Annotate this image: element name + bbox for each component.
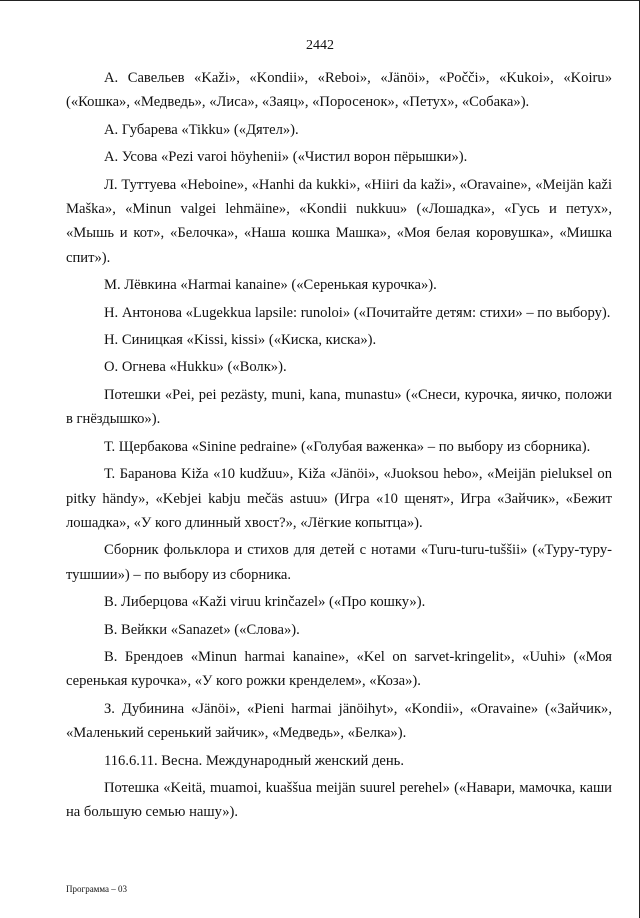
paragraph-antonova: Н. Антонова «Lugekkua lapsile: runoloi» («Почитайте детям: стихи» – по выбору). xyxy=(104,304,611,321)
page-number: 2442 xyxy=(306,38,334,53)
paragraph-ogneva: О. Огнева «Hukku» («Волк»). xyxy=(104,359,287,376)
paragraph-shcherbakova: Т. Щербакова «Sinine pedraine» («Голубая важенка» – по выбору из сборника). xyxy=(104,438,591,455)
section-heading-spring: 116.6.11. Весна. Международный женский день. xyxy=(104,752,404,769)
paragraph-levkina: М. Лёвкина «Harmai kanaine» («Серенькая курочка»). xyxy=(104,277,437,294)
paragraph-libertsova: В. Либерцова «Kaži viruu krinčazel» («Про кошку»). xyxy=(104,594,426,611)
paragraph-savelyev: А. Савельев «Kaži», «Kondii», «Reboi», «Jänöi», «Počči», «Kukoi», «Koiru» («Кошка», «Медведь», «Лиса», «Заяц», «Поросенок», «Петух», «Собака»). xyxy=(66,70,612,111)
paragraph-gubareva: А. Губарева «Tikku» («Дятел»). xyxy=(104,121,299,138)
document-body xyxy=(66,66,612,828)
paragraph-tuttueva: Л. Туттуева «Heboine», «Hanhi da kukki», «Hiiri da kaži», «Oravaine», «Meijän kaži Maška», «Minun valgei lehmäine», «Kondii nukkuu» («Лошадка», «Гусь и петух», «Мышь и кот», «Белочка», «Наша кошка Машка», «Моя белая коровушка», «Мишка спит»). xyxy=(66,176,612,266)
top-border xyxy=(0,0,640,1)
paragraph-folklore-collection: Сборник фольклора и стихов для детей с нотами «Turu-turu-tuššii» («Туру-туру-тушшии») – по выбору из сборника. xyxy=(66,542,612,583)
footer-label: Программа – 03 xyxy=(66,884,128,894)
paragraph-veikki: В. Вейкки «Sanazet» («Слова»). xyxy=(104,621,300,638)
paragraph-sinitskaya: Н. Синицкая «Kissi, kissi» («Киска, киска»). xyxy=(104,332,377,349)
paragraph-usova: А. Усова «Pezi varoi höyhenii» («Чистил ворон пёрышки»). xyxy=(104,149,468,166)
paragraph-poteshki: Потешки «Pei, pei pezästy, muni, kana, munastu» («Снеси, курочка, яичко, положи в гнёздышко»). xyxy=(66,386,612,428)
paragraph-baranova: Т. Баранова Kiža «10 kudžuu», Kiža «Jänöi», «Juoksou hebo», «Meijän pieluksel on pitky händy», «Kebjei kabju mečäs astuu» (Игра «10 щенят», Игра «Зайчик», «Бежит лошадка», «У кого длинный хвост?», «Лёгкие копытца»). xyxy=(66,466,612,531)
paragraph-dubinina: З. Дубинина «Jänöi», «Pieni harmai jänöihyt», «Kondii», «Oravaine» («Зайчик», «Маленький серенький зайчик», «Медведь», «Белка»). xyxy=(66,700,612,742)
paragraph-brendoev: В. Брендоев «Minun harmai kanaine», «Kel on sarvet-kringelit», «Uuhi» («Моя серенькая курочка», «У кого рожки кренделем», «Коза»). xyxy=(66,648,612,690)
paragraph-poteshka-keita: Потешка «Keitä, muamoi, kuaššua meijän suurel perehel» («Навари, мамочка, каши на большую семью нашу»). xyxy=(66,779,612,821)
